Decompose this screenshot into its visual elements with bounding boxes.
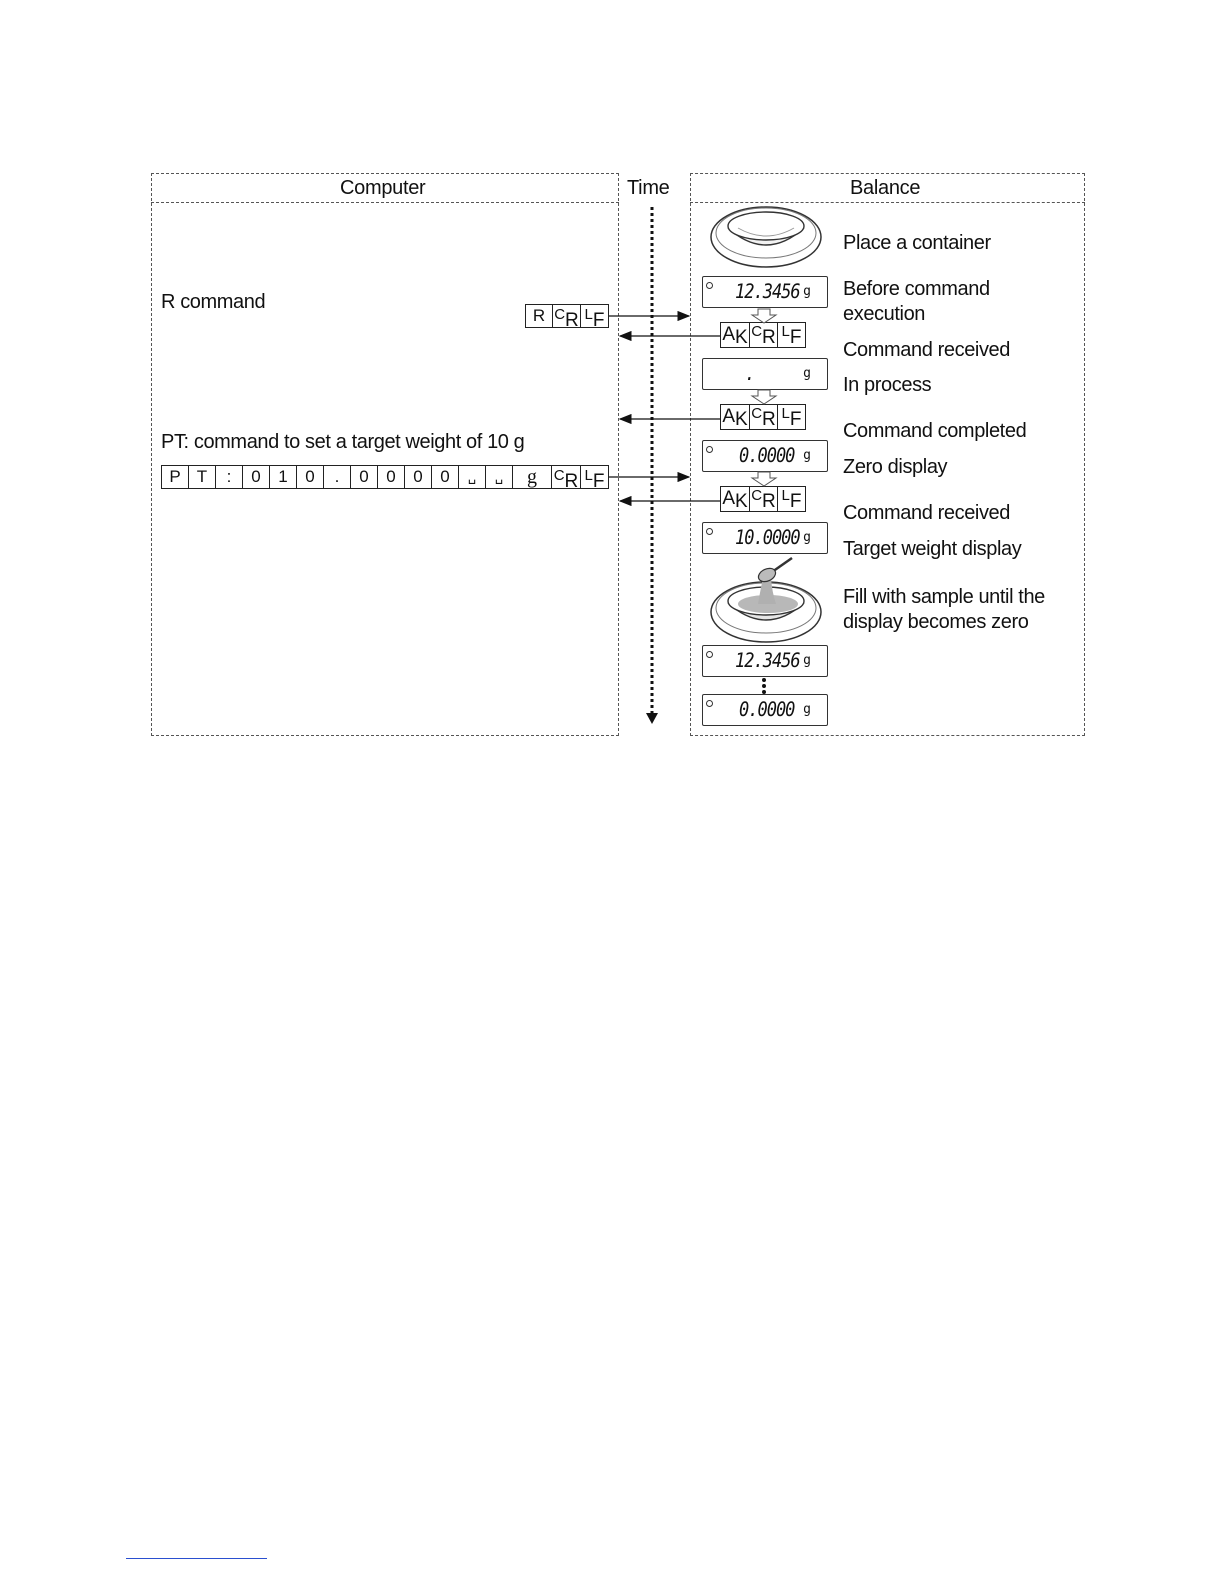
spoon-icon	[756, 558, 792, 584]
pt-cell-8: 0	[377, 465, 405, 489]
display-unit: g	[803, 653, 811, 668]
computer-header: Computer	[340, 177, 426, 199]
display-unit: g	[803, 530, 811, 545]
footnote-rule	[126, 1558, 267, 1559]
time-axis-arrowhead-icon	[646, 713, 658, 724]
container-on-pan-icon	[711, 207, 821, 267]
continuation-dot	[762, 684, 766, 688]
pt-cell-4: 1	[269, 465, 297, 489]
ak-main: A	[722, 488, 735, 509]
cr-sub: R	[762, 491, 776, 512]
pt-cell-6: .	[323, 465, 351, 489]
display-value: 10.0000	[735, 526, 800, 550]
balance-header: Balance	[850, 177, 921, 199]
display-value: 12.3456	[735, 280, 800, 304]
display-unit: g	[803, 366, 811, 381]
pt-cr-sub: R	[564, 471, 579, 492]
lf-sub: F	[592, 310, 605, 331]
r-char-cell: R	[525, 304, 553, 328]
pt-cell-12: ␣	[485, 465, 513, 489]
cr-main: C	[751, 323, 763, 340]
pt-cell-13: g	[512, 465, 552, 489]
step-target-weight-display: Target weight display	[843, 538, 1022, 560]
down-arrow-icon	[752, 390, 776, 404]
cr-sub: R	[565, 310, 579, 331]
cr-main: C	[751, 487, 763, 504]
lf-main: L	[781, 487, 790, 504]
step-zero-display: Zero display	[843, 456, 948, 478]
display-value: .	[745, 362, 755, 386]
ak-sub: K	[735, 491, 748, 512]
pt-cell-10: 0	[431, 465, 459, 489]
ak-sub: K	[735, 409, 748, 430]
continuation-dot	[762, 690, 766, 694]
step-command-received-2: Command received	[843, 502, 1011, 524]
display-unit: g	[803, 284, 811, 299]
step-command-received-1: Command received	[843, 339, 1011, 361]
step-place-container: Place a container	[843, 232, 991, 254]
step-fill-sample: Fill with sample until the display becomes zero	[843, 586, 1045, 633]
ak-main: A	[722, 406, 735, 427]
display-unit: g	[803, 702, 811, 717]
filling-container-icon	[711, 578, 821, 642]
lf-main: L	[781, 405, 790, 422]
down-arrow-icon	[752, 472, 776, 486]
display-value: 0.0000	[739, 698, 795, 722]
ak-main: A	[722, 324, 735, 345]
cr-sub: R	[762, 409, 776, 430]
step-before-command: Before command execution	[843, 278, 990, 325]
lf-sub: F	[789, 327, 802, 348]
display-value: 12.3456	[735, 649, 800, 673]
pt-cell-1: T	[188, 465, 216, 489]
pt-cell-0: P	[161, 465, 189, 489]
cr-main: C	[751, 405, 763, 422]
cr-main: C	[554, 306, 566, 323]
lf-sub: F	[789, 491, 802, 512]
lf-main: L	[781, 323, 790, 340]
ak-sub: K	[735, 327, 748, 348]
pt-cell-3: 0	[242, 465, 270, 489]
step-in-process: In process	[843, 374, 932, 396]
lf-main: L	[584, 306, 593, 323]
cr-sub: R	[762, 327, 776, 348]
pt-cell-2: :	[215, 465, 243, 489]
pt-cell-5: 0	[296, 465, 324, 489]
pt-cell-9: 0	[404, 465, 432, 489]
down-arrow-icon	[752, 309, 776, 323]
pt-cr-main: C	[553, 467, 565, 484]
step-command-completed: Command completed	[843, 420, 1027, 442]
display-unit: g	[803, 448, 811, 463]
time-header: Time	[627, 177, 670, 199]
r-command-label: R command	[161, 291, 266, 313]
pt-cell-11: ␣	[458, 465, 486, 489]
continuation-dot	[762, 678, 766, 682]
lf-sub: F	[789, 409, 802, 430]
pt-lf-main: L	[584, 467, 593, 484]
pt-cell-7: 0	[350, 465, 378, 489]
pt-lf-sub: F	[592, 471, 605, 492]
display-value: 0.0000	[739, 444, 795, 468]
pt-command-label: PT: command to set a target weight of 10 g	[161, 431, 525, 453]
